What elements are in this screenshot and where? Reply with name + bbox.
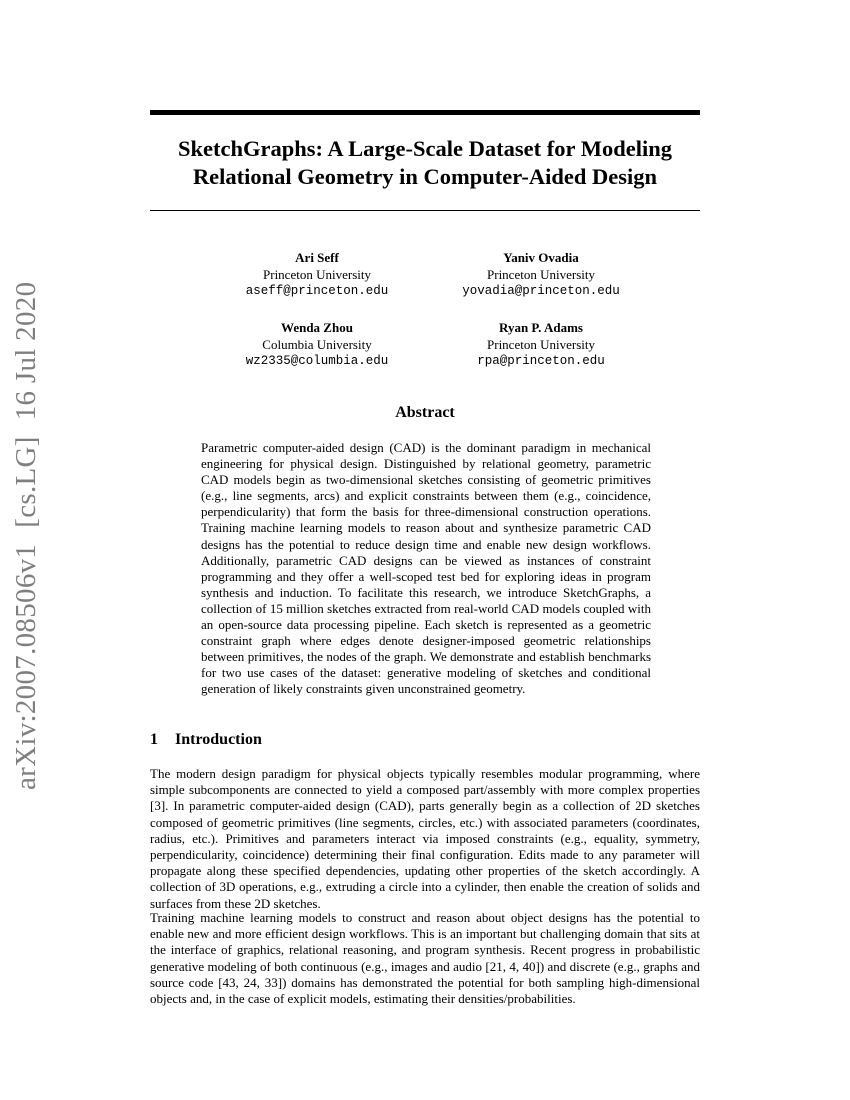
title-rule-bottom — [150, 210, 700, 211]
author-name: Ari Seff — [295, 250, 339, 265]
author-affiliation: Princeton University — [263, 266, 371, 282]
author-name: Yaniv Ovadia — [503, 250, 579, 265]
paper-title-line-2: Relational Geometry in Computer-Aided Design — [192, 164, 658, 189]
arxiv-category: [cs.LG] — [10, 436, 42, 528]
author-email: rpa@princeton.edu — [477, 354, 605, 368]
section-number: 1 — [150, 731, 158, 748]
author-block — [421, 250, 661, 300]
author-affiliation: Princeton University — [487, 336, 595, 352]
paper-title — [150, 135, 700, 191]
arxiv-id: arXiv:2007.08506v1 — [10, 543, 42, 790]
author-name: Wenda Zhou — [281, 320, 353, 335]
title-rule-top — [150, 110, 700, 115]
author-email: yovadia@princeton.edu — [462, 284, 620, 298]
author-block — [197, 250, 437, 300]
author-email: wz2335@columbia.edu — [245, 354, 389, 368]
author-affiliation: Columbia University — [262, 336, 372, 352]
arxiv-sidebar-stamp — [8, 282, 44, 790]
body-paragraph: The modern design paradigm for physical objects typically resembles modular programming, where simple subcomponents are connected to yield a composed part/assembly with more complex properties [3]. In parametric computer-aided design (CAD), parts generally begin as a collection of 2D sketches composed of geometric primitives (line segments, circles, etc.) with associated parameters (coordinates, radius, etc.). Primitives and parameters interact via imposed constraints (e.g., equality, symmetry, perpendicularity, coincidence) determining their final configuration. Edits made to any parameter will propagate along these specified dependencies, updating other properties of the sketch accordingly. A collection of 3D operations, e.g., extruding a circle into a cylinder, then enable the creation of solids and surfaces from these 2D sketches. — [150, 766, 700, 911]
author-name: Ryan P. Adams — [499, 320, 583, 335]
author-block — [197, 320, 437, 370]
body-paragraph: Training machine learning models to construct and reason about object designs has the potential to enable new and more efficient design workflows. This is an important but challenging domain that sits at the interface of graphics, relational reasoning, and program synthesis. Recent progress in probabilistic generative modeling of both continuous (e.g., images and audio [21, 4, 40]) and discrete (e.g., graphs and source code [43, 24, 33]) domains has demonstrated the potential for both sampling high-dimensional objects and, in the case of explicit models, estimating their densities/probabilities. — [150, 910, 700, 1007]
section-title: Introduction — [175, 731, 262, 748]
author-block — [421, 320, 661, 370]
author-email: aseff@princeton.edu — [245, 284, 389, 298]
section-heading-introduction — [150, 730, 700, 750]
abstract-heading: Abstract — [395, 404, 455, 421]
author-affiliation: Princeton University — [487, 266, 595, 282]
paper-title-line-1: SketchGraphs: A Large-Scale Dataset for Modeling — [178, 136, 672, 161]
abstract-body: Parametric computer-aided design (CAD) is the dominant paradigm in mechanical engineering for physical design. Distinguished by relational geometry, parametric CAD models begin as two-dimensional sketches consisting of geometric primitives (e.g., line segments, arcs) and explicit constraints between them (e.g., coincidence, perpendicularity) that form the basis for three-dimensional construction operations. Training machine learning models to reason about and synthesize parametric CAD designs has the potential to reduce design time and enable new design workflows. Additionally, parametric CAD designs can be viewed as instances of constraint programming and they offer a well-scoped test bed for exploring ideas in program synthesis and induction. To facilitate this research, we introduce SketchGraphs, a collection of 15 million sketches extracted from real-world CAD models coupled with an open-source data processing pipeline. Each sketch is represented as a geometric constraint graph where edges denote designer-imposed geometric relationships between primitives, the nodes of the graph. We demonstrate and establish benchmarks for two use cases of the dataset: generative modeling of sketches and conditional generation of likely constraints given unconstrained geometry. — [201, 440, 651, 697]
arxiv-date: 16 Jul 2020 — [10, 281, 42, 421]
